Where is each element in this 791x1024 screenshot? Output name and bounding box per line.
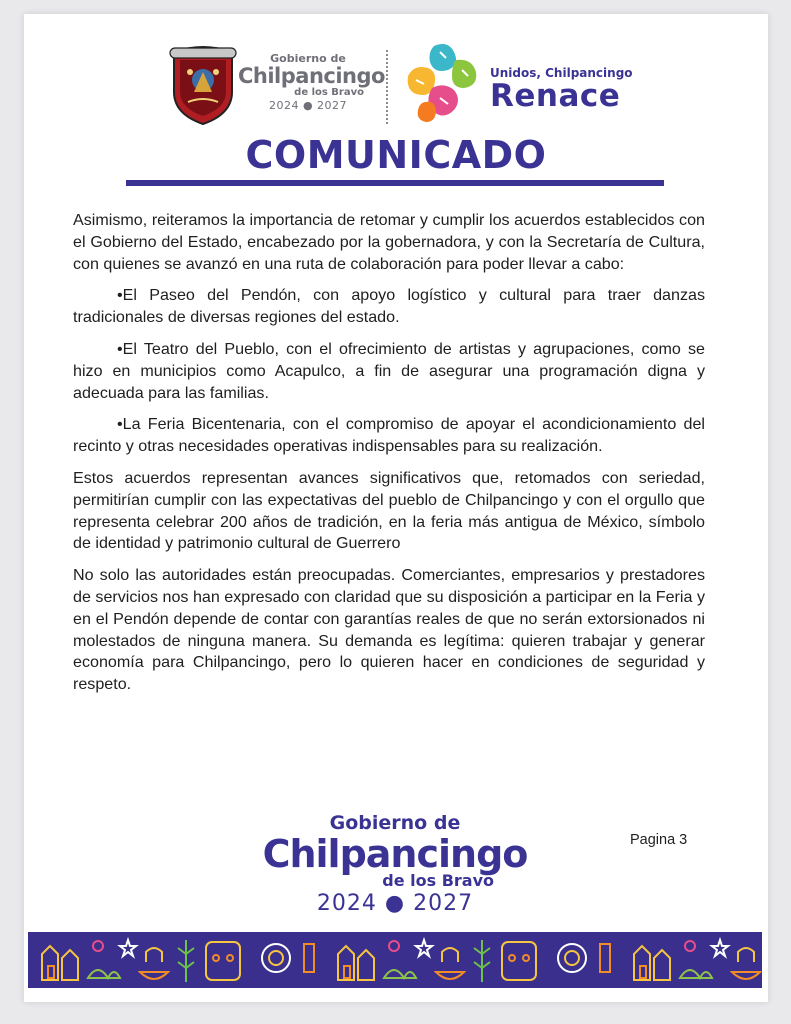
city-seal-icon [168,42,238,126]
page-number: Pagina 3 [630,832,688,848]
header-divider [386,50,388,124]
gov-line1: Gobierno de [270,52,346,65]
footer-line2: Chilpancingo [262,832,528,876]
title-underline [126,180,664,186]
footer-line1: Gobierno de [329,812,461,834]
renace-line2: Renace [490,78,621,114]
pattern-band-art [28,932,762,988]
gov-line3: de los Bravo [294,87,364,98]
footer-line3: de los Bravo [382,871,494,890]
header [24,42,768,134]
page-title: COMUNICADO [245,133,547,177]
renace-line1: Unidos, Chilpancingo [490,66,633,80]
paragraph-intro: Asimismo, reiteramos la importancia de retomar y cumplir los acuerdos establecidos con el Gobierno del Estado, encabezado por la gobernadora, y con la Secretaría de Cultura, con quienes se avanzó en una ruta de colaboración para poder llevar a cabo: [73,211,705,273]
paragraph-acuerdos: Estos acuerdos representan avances significativos que, retomados con seriedad, permitirían cumplir con las expectativas del pueblo de Chilpancingo y con el orgullo que representa celebrar 200 años de tradición, en la feria más antigua de México, símbolo de identidad y patrimonio cultural de Guerrero [73,468,705,553]
gov-line4: 2024 ● 2027 [268,99,348,112]
document-body [73,210,705,706]
decorative-pattern-band [28,932,762,988]
renace-logo-text [490,66,633,112]
document-page [24,14,768,1002]
footer-line4: 2024 ● 2027 [316,891,474,916]
bullet-paseo-pendon: •El Paseo del Pendón, con apoyo logístico y cultural para traer danzas tradicionales de diversas regiones del estado. [73,286,705,327]
paragraph-autoridades: No solo las autoridades están preocupadas. Comerciantes, empresarios y prestadores de servicios nos han expresado con claridad que su disposición a participar en la Feria y en el Pendón depende de contar con garantías reales de que no serán extorsionados ni molestados de ninguna manera. Su demanda es legítima: quieren trabajar y generar economía para Chilpancingo, pero lo quieren hacer en condiciones de seguridad y respeto. [73,566,705,694]
gov-line2: Chilpancingo [238,64,385,88]
bullet-teatro-pueblo: •El Teatro del Pueblo, con el ofrecimiento de artistas y agrupaciones, como se hizo en municipios como Acapulco, a fin de asegurar una programación digna y adecuada para las familias. [73,339,705,402]
gobierno-logo-footer [250,811,540,920]
gobierno-logo-header [238,52,385,113]
renace-logo-icon [404,42,480,126]
bullet-feria-bicentenaria: •La Feria Bicentenaria, con el compromiso de apoyar el acondicionamiento del recinto y otras necesidades operativas indispensables para su realización. [73,415,705,456]
